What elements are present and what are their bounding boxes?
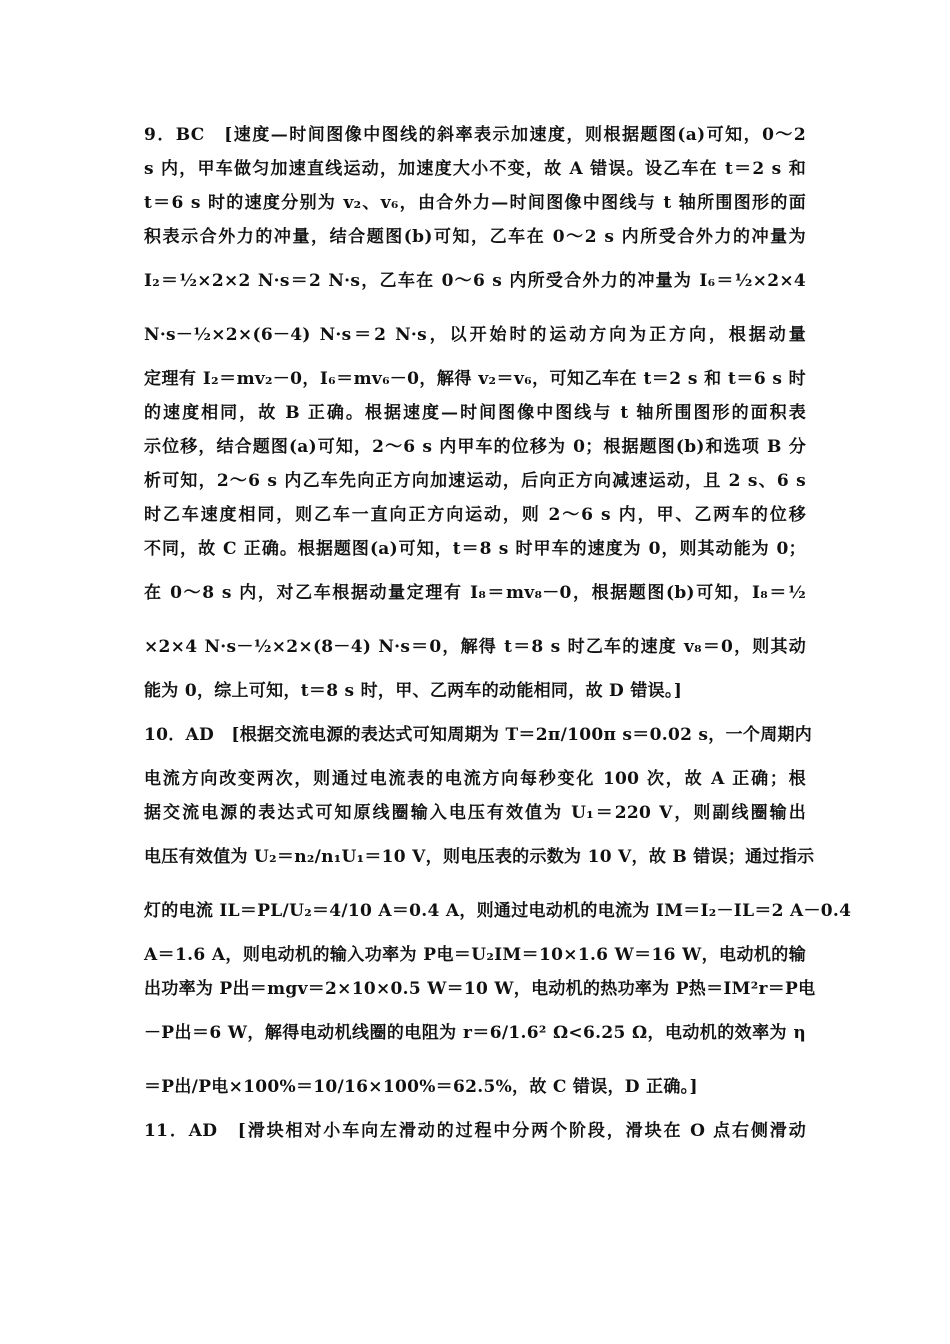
text-line: t＝6 s 时的速度分别为 v₂、v₆，由合外力—时间图像中图线与 t 轴所围图形的面 (144, 193, 806, 213)
text-line: N·s－½×2×(6－4) N·s＝2 N·s，以开始时的运动方向为正方向，根据动量 (144, 325, 806, 345)
text-line: I₂＝½×2×2 N·s＝2 N·s，乙车在 0～6 s 内所受合外力的冲量为 I₆＝½×2×4 (144, 271, 806, 291)
text-line: s 内，甲车做匀加速直线运动，加速度大小不变，故 A 错误。设乙车在 t＝2 s 和 (144, 159, 806, 179)
text-line: ＝P出/P电×100%＝10/16×100%＝62.5%，故 C 错误，D 正确。] (144, 1077, 698, 1097)
answer-11 (144, 1114, 806, 1148)
text-line: 能为 0，综上可知，t＝8 s 时，甲、乙两车的动能相同，故 D 错误。] (144, 681, 683, 701)
text-line: 析可知，2～6 s 内乙车先向正方向加速运动，后向正方向减速运动，且 2 s、6 s (144, 471, 806, 491)
answer-10 (144, 708, 852, 1114)
text-line: 电压有效值为 U₂＝n₂/n₁U₁＝10 V，则电压表的示数为 10 V，故 B 错误；通过指示 (144, 847, 815, 867)
text-line: 9．BC [速度—时间图像中图线的斜率表示加速度，则根据题图(a)可知，0～2 (144, 125, 806, 145)
text-line: 时乙车速度相同，则乙车一直向正方向运动，则 2～6 s 内，甲、乙两车的位移 (144, 505, 806, 525)
answer-9 (144, 118, 806, 708)
text-line: 示位移，结合题图(a)可知，2～6 s 内甲车的位移为 0；根据题图(b)和选项 B 分 (144, 437, 806, 457)
text-line: 据交流电源的表达式可知原线圈输入电压有效值为 U₁＝220 V，则副线圈输出 (144, 803, 806, 823)
text-line: 在 0～8 s 内，对乙车根据动量定理有 I₈＝mv₈－0，根据题图(b)可知，I₈＝½ (144, 583, 806, 603)
text-line: 灯的电流 IL＝PL/U₂＝4/10 A＝0.4 A，则通过电动机的电流为 IM＝I₂－IL＝2 A－0.4 (144, 901, 852, 921)
text-line: －P出＝6 W，解得电动机线圈的电阻为 r＝6/1.6² Ω<6.25 Ω，电动机的效率为 η (144, 1023, 806, 1043)
text-line: 电流方向改变两次，则通过电流表的电流方向每秒变化 100 次，故 A 正确；根 (144, 769, 806, 789)
text-line: 11．AD [滑块相对小车向左滑动的过程中分两个阶段，滑块在 O 点右侧滑动 (144, 1121, 806, 1141)
text-line: 出功率为 P出＝mgv＝2×10×0.5 W＝10 W，电动机的热功率为 P热＝IM²r＝P电 (144, 979, 816, 999)
text-line: 积表示合外力的冲量，结合题图(b)可知，乙车在 0～2 s 内所受合外力的冲量为 (144, 227, 806, 247)
text-line: 10．AD [根据交流电源的表达式可知周期为 T＝2π/100π s＝0.02 s，一个周期内 (144, 725, 813, 745)
text-line: 的速度相同，故 B 正确。根据速度—时间图像中图线与 t 轴所围图形的面积表 (144, 403, 806, 423)
text-line: ×2×4 N·s－½×2×(8－4) N·s＝0，解得 t＝8 s 时乙车的速度 v₈＝0，则其动 (144, 637, 806, 657)
text-line: A＝1.6 A，则电动机的输入功率为 P电＝U₂IM＝10×1.6 W＝16 W，电动机的输 (144, 945, 806, 965)
text-line: 不同，故 C 正确。根据题图(a)可知，t＝8 s 时甲车的速度为 0，则其动能为 0； (144, 539, 806, 559)
answer-page (144, 118, 852, 1148)
text-line: 定理有 I₂＝mv₂－0，I₆＝mv₆－0，解得 v₂＝v₆，可知乙车在 t＝2 s 和 t＝6 s 时 (144, 369, 806, 389)
